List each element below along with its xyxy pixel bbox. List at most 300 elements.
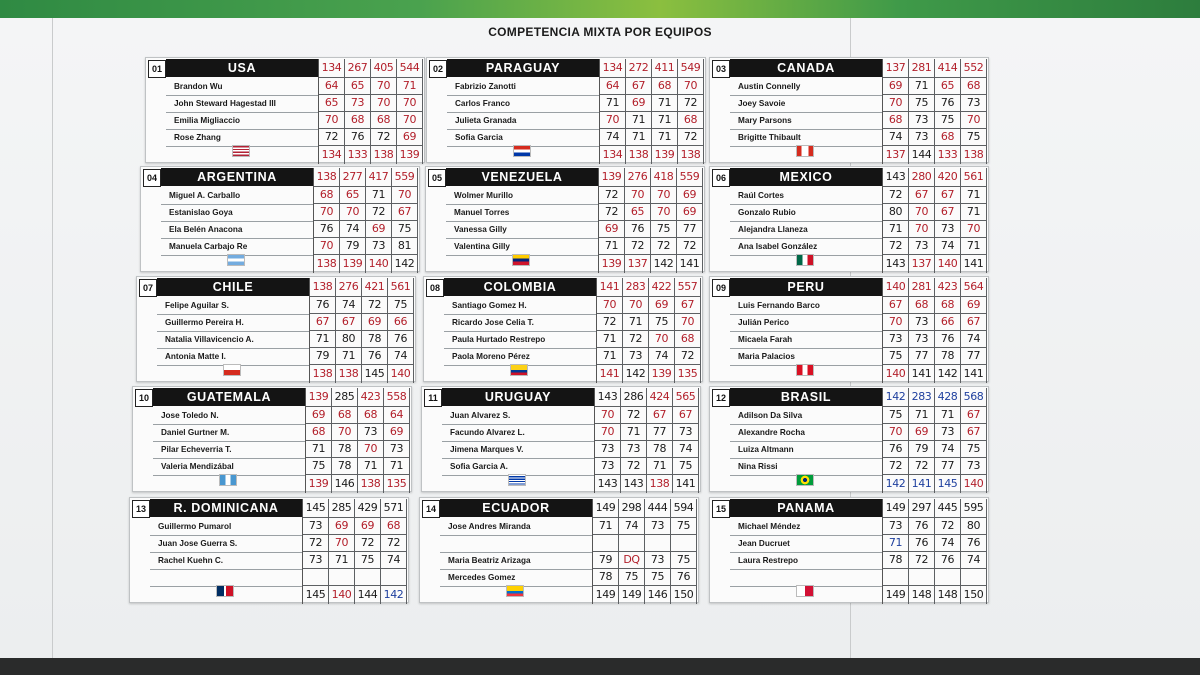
score-cell (671, 535, 697, 551)
score-cell: 71 (597, 331, 623, 347)
score-cell: 142 (883, 475, 909, 493)
score-cell: 148 (935, 586, 961, 604)
score-grid (598, 168, 703, 273)
score-cell: 141 (961, 365, 987, 383)
score-cell: 138 (310, 365, 336, 383)
player-score-row (310, 331, 414, 348)
cumulative-score-row (883, 388, 987, 407)
player-name: Maria Beatriz Arizaga (440, 553, 592, 570)
player-score-row (314, 187, 418, 204)
player-score-row (310, 348, 414, 365)
player-name: Sofia Garcia (447, 130, 599, 147)
score-cell: 67 (675, 297, 701, 313)
score-cell: 280 (909, 168, 935, 186)
score-cell: 81 (392, 238, 418, 254)
score-cell: 80 (961, 518, 987, 534)
score-cell: 67 (647, 407, 673, 423)
score-cell (645, 535, 671, 551)
score-cell: 145 (303, 586, 329, 604)
player-name: Paula Hurtado Restrepo (444, 332, 596, 349)
score-cell: 71 (961, 204, 987, 220)
team-country: ARGENTINA (161, 168, 313, 186)
score-cell: 138 (371, 146, 397, 164)
player-name: Ana Isabel González (730, 239, 882, 256)
player-name: Valeria Mendizábal (153, 459, 305, 476)
player-name: Alejandra Llaneza (730, 222, 882, 239)
score-cell: 140 (961, 475, 987, 493)
player-name: Emilia Migliaccio (166, 113, 318, 130)
team-country: COLOMBIA (444, 278, 596, 296)
daily-total-row (303, 586, 407, 604)
player-score-row (595, 424, 699, 441)
score-cell: 67 (961, 424, 987, 440)
team-number: 03 (712, 60, 730, 78)
team-card-paraguay (426, 57, 706, 163)
player-score-row (310, 314, 414, 331)
score-cell: 138 (647, 475, 673, 493)
score-cell (355, 569, 381, 585)
score-cell: 143 (595, 475, 621, 493)
score-cell (593, 535, 619, 551)
player-score-row (600, 78, 704, 95)
score-cell: 71 (366, 187, 392, 203)
daily-total-row (883, 586, 987, 604)
daily-total-row (883, 475, 987, 493)
player-score-row (597, 297, 701, 314)
team-card-venezuela (425, 166, 705, 272)
score-cell: 139 (649, 365, 675, 383)
score-cell: 76 (935, 331, 961, 347)
player-name: Laura Restrepo (730, 553, 882, 570)
score-cell: 72 (883, 458, 909, 474)
score-cell: 69 (649, 297, 675, 313)
score-cell: 67 (673, 407, 699, 423)
score-cell: 141 (597, 278, 623, 296)
player-name: Guillermo Pumarol (150, 519, 302, 536)
br-flag-icon (796, 474, 814, 486)
score-cell: 74 (673, 441, 699, 457)
score-cell: 139 (652, 146, 678, 164)
player-score-row (883, 238, 987, 255)
score-cell: 75 (671, 518, 697, 534)
score-cell: 70 (597, 297, 623, 313)
player-score-row (314, 204, 418, 221)
score-cell: 73 (623, 348, 649, 364)
score-cell: 144 (909, 146, 935, 164)
score-cell: 139 (599, 168, 625, 186)
score-cell: 143 (883, 168, 909, 186)
score-cell: 428 (935, 388, 961, 406)
daily-total-row (306, 475, 410, 493)
player-score-row (303, 535, 407, 552)
score-cell: 69 (677, 204, 703, 220)
score-grid (599, 59, 704, 164)
score-cell: 561 (388, 278, 414, 296)
score-cell: 70 (319, 112, 345, 128)
score-cell: 70 (371, 95, 397, 111)
team-number: 05 (428, 169, 446, 187)
us-flag-icon (232, 145, 250, 157)
score-cell: 74 (600, 129, 626, 145)
score-cell: 71 (306, 441, 332, 457)
score-cell: 138 (336, 365, 362, 383)
score-cell: 70 (651, 204, 677, 220)
ec-flag-icon (506, 585, 524, 597)
score-cell: 69 (961, 297, 987, 313)
ar-flag-icon (227, 254, 245, 266)
score-cell: 65 (340, 187, 366, 203)
player-list (447, 79, 599, 147)
cumulative-score-row (319, 59, 423, 78)
cl-flag-icon (223, 364, 241, 376)
score-cell: 75 (355, 552, 381, 568)
score-cell: 139 (306, 388, 332, 406)
team-number: 08 (426, 279, 444, 297)
score-cell: 68 (358, 407, 384, 423)
score-cell: 276 (336, 278, 362, 296)
player-name: Antonia Matte I. (157, 349, 309, 366)
score-cell: 138 (961, 146, 987, 164)
score-cell: 77 (961, 348, 987, 364)
score-cell: 65 (935, 78, 961, 94)
player-name: Mary Parsons (730, 113, 882, 130)
player-name: Wolmer Murillo (446, 188, 598, 205)
team-country: ECUADOR (440, 499, 592, 517)
score-cell: 70 (961, 221, 987, 237)
team-card-usa (145, 57, 425, 163)
score-grid (594, 388, 699, 493)
daily-total-row (883, 255, 987, 273)
cumulative-score-row (306, 388, 410, 407)
score-cell: 73 (345, 95, 371, 111)
player-score-row (600, 129, 704, 146)
score-cell (619, 535, 645, 551)
score-cell: 70 (600, 112, 626, 128)
score-cell: 68 (332, 407, 358, 423)
player-name: Micaela Farah (730, 332, 882, 349)
score-cell: 67 (336, 314, 362, 330)
player-score-row (883, 518, 987, 535)
score-cell: 69 (599, 221, 625, 237)
score-cell: 69 (909, 424, 935, 440)
player-name: Miguel A. Carballo (161, 188, 313, 205)
player-list (444, 298, 596, 366)
player-name: Ela Belén Anacona (161, 222, 313, 239)
score-cell (909, 569, 935, 585)
score-grid (313, 168, 418, 273)
player-name: Ricardo Jose Celia T. (444, 315, 596, 332)
score-cell: 423 (358, 388, 384, 406)
score-cell: 70 (678, 78, 704, 94)
score-cell: 70 (675, 314, 701, 330)
score-cell: 137 (909, 255, 935, 273)
player-name: Mercedes Gomez (440, 570, 592, 587)
player-score-row (883, 424, 987, 441)
score-cell: 73 (883, 331, 909, 347)
score-cell: 139 (306, 475, 332, 493)
player-score-row (303, 569, 407, 586)
score-cell: 72 (371, 129, 397, 145)
player-name: Rachel Kuehn C. (150, 553, 302, 570)
team-number: 04 (143, 169, 161, 187)
player-name (440, 536, 592, 553)
score-cell: 72 (381, 535, 407, 551)
player-score-row (883, 95, 987, 112)
score-cell: 72 (362, 297, 388, 313)
score-cell: 70 (909, 204, 935, 220)
player-score-row (314, 238, 418, 255)
player-name: Manuel Torres (446, 205, 598, 222)
player-score-row (883, 458, 987, 475)
player-list (730, 519, 882, 587)
team-number: 10 (135, 389, 153, 407)
score-cell: 73 (621, 441, 647, 457)
score-cell: 72 (625, 238, 651, 254)
player-score-row (303, 552, 407, 569)
score-cell: 68 (345, 112, 371, 128)
player-score-row (306, 441, 410, 458)
score-cell: 73 (909, 314, 935, 330)
score-cell: 76 (961, 535, 987, 551)
score-cell: 70 (651, 187, 677, 203)
score-cell: 71 (909, 407, 935, 423)
score-cell: 140 (883, 278, 909, 296)
score-grid (309, 278, 414, 383)
player-score-row (883, 129, 987, 146)
score-cell: 422 (649, 278, 675, 296)
player-name: Adilson Da Silva (730, 408, 882, 425)
score-cell: 70 (392, 187, 418, 203)
player-score-row (314, 221, 418, 238)
score-cell: 71 (597, 348, 623, 364)
cumulative-score-row (883, 59, 987, 78)
score-cell: 141 (961, 255, 987, 273)
score-cell: 70 (329, 535, 355, 551)
cumulative-score-row (303, 499, 407, 518)
score-cell: 74 (935, 535, 961, 551)
score-cell: 70 (883, 424, 909, 440)
team-country: URUGUAY (442, 388, 594, 406)
score-cell: 568 (961, 388, 987, 406)
pa-flag-icon (796, 585, 814, 597)
score-cell: 68 (675, 331, 701, 347)
team-card-guatemala (132, 386, 412, 492)
score-cell: 75 (645, 569, 671, 585)
score-cell: 150 (961, 586, 987, 604)
score-cell: 72 (319, 129, 345, 145)
score-cell: 69 (306, 407, 332, 423)
score-cell: 138 (310, 278, 336, 296)
score-cell: 74 (381, 552, 407, 568)
score-cell: 66 (935, 314, 961, 330)
score-cell: 559 (677, 168, 703, 186)
team-country: BRASIL (730, 388, 882, 406)
score-cell: 69 (883, 78, 909, 94)
player-score-row (593, 518, 697, 535)
score-cell: 559 (392, 168, 418, 186)
score-cell: 78 (332, 441, 358, 457)
score-grid (882, 168, 987, 273)
score-cell: 72 (677, 238, 703, 254)
cumulative-score-row (883, 499, 987, 518)
team-number: 01 (148, 60, 166, 78)
team-country: CANADA (730, 59, 882, 77)
team-card-argentina (140, 166, 420, 272)
score-cell: 77 (935, 458, 961, 474)
score-cell: 68 (909, 297, 935, 313)
score-cell: 72 (678, 129, 704, 145)
team-card-panama (709, 497, 989, 603)
score-cell: 71 (883, 221, 909, 237)
player-name: Guillermo Pereira H. (157, 315, 309, 332)
team-country: R. DOMINICANA (150, 499, 302, 517)
cumulative-score-row (883, 168, 987, 187)
score-cell: 75 (651, 221, 677, 237)
player-score-row (595, 441, 699, 458)
team-country: VENEZUELA (446, 168, 598, 186)
score-cell: 594 (671, 499, 697, 517)
score-grid (305, 388, 410, 493)
score-cell: 149 (593, 499, 619, 517)
score-cell: 141 (909, 365, 935, 383)
score-cell: 143 (621, 475, 647, 493)
score-cell: 68 (935, 297, 961, 313)
score-cell: 140 (388, 365, 414, 383)
score-cell: 68 (678, 112, 704, 128)
score-cell: 73 (303, 518, 329, 534)
score-cell: 149 (883, 586, 909, 604)
score-cell: 137 (625, 255, 651, 273)
score-cell: 143 (883, 255, 909, 273)
score-cell: 70 (595, 407, 621, 423)
score-cell: 72 (623, 331, 649, 347)
score-cell: 549 (678, 59, 704, 77)
score-cell: 69 (366, 221, 392, 237)
score-cell: 73 (909, 112, 935, 128)
score-cell: 145 (362, 365, 388, 383)
score-cell: 76 (935, 552, 961, 568)
score-cell: 142 (623, 365, 649, 383)
score-cell: 69 (329, 518, 355, 534)
score-cell: 557 (675, 278, 701, 296)
team-number: 11 (424, 389, 442, 407)
score-cell: 79 (909, 441, 935, 457)
score-cell: 133 (345, 146, 371, 164)
score-cell: 73 (935, 221, 961, 237)
score-cell: 64 (600, 78, 626, 94)
score-cell: 69 (355, 518, 381, 534)
score-cell: 281 (909, 278, 935, 296)
score-cell: DQ (619, 552, 645, 568)
score-cell: 283 (909, 388, 935, 406)
score-cell: 75 (883, 407, 909, 423)
mx-flag-icon (796, 254, 814, 266)
player-score-row (600, 112, 704, 129)
score-cell: 68 (381, 518, 407, 534)
player-name: Raúl Cortes (730, 188, 882, 205)
score-grid (302, 499, 407, 604)
score-cell: 71 (310, 331, 336, 347)
daily-total-row (310, 365, 414, 383)
score-cell: 141 (909, 475, 935, 493)
player-list (730, 188, 882, 256)
score-cell: 77 (909, 348, 935, 364)
player-name: Juan Jose Guerra S. (150, 536, 302, 553)
score-cell: 67 (961, 314, 987, 330)
score-cell: 71 (623, 314, 649, 330)
score-cell: 141 (677, 255, 703, 273)
score-cell: 71 (397, 78, 423, 94)
score-cell: 64 (319, 78, 345, 94)
score-grid (882, 499, 987, 604)
team-card-brasil (709, 386, 989, 492)
pe-flag-icon (796, 364, 814, 376)
ca-flag-icon (796, 145, 814, 157)
floor-strip (0, 658, 1200, 675)
score-cell: 445 (935, 499, 961, 517)
score-cell: 68 (652, 78, 678, 94)
score-cell: 429 (355, 499, 381, 517)
score-cell: 70 (909, 221, 935, 237)
player-score-row (883, 552, 987, 569)
player-list (440, 519, 592, 587)
score-cell: 78 (593, 569, 619, 585)
score-cell: 140 (883, 365, 909, 383)
player-score-row (306, 407, 410, 424)
score-cell: 73 (645, 552, 671, 568)
score-cell: 143 (595, 388, 621, 406)
cumulative-score-row (314, 168, 418, 187)
score-cell: 75 (883, 348, 909, 364)
player-name: John Steward Hagestad III (166, 96, 318, 113)
player-name: Carlos Franco (447, 96, 599, 113)
team-card-colombia (423, 276, 703, 382)
score-cell: 141 (673, 475, 699, 493)
score-cell: 138 (314, 168, 340, 186)
team-number: 13 (132, 500, 150, 518)
co-flag-icon (510, 364, 528, 376)
score-cell: 78 (647, 441, 673, 457)
score-cell: 75 (671, 552, 697, 568)
player-score-row (599, 221, 703, 238)
player-score-row (319, 129, 423, 146)
player-score-row (883, 407, 987, 424)
player-score-row (883, 112, 987, 129)
team-number: 14 (422, 500, 440, 518)
score-cell: 71 (647, 458, 673, 474)
team-country: PANAMA (730, 499, 882, 517)
score-cell: 74 (619, 518, 645, 534)
player-list (730, 408, 882, 476)
player-score-row (319, 112, 423, 129)
player-score-row (883, 314, 987, 331)
player-name: Felipe Aguilar S. (157, 298, 309, 315)
player-list (153, 408, 305, 476)
score-cell: 149 (883, 499, 909, 517)
daily-total-row (883, 365, 987, 383)
score-cell: 71 (329, 552, 355, 568)
score-cell: 74 (961, 552, 987, 568)
score-cell: 142 (883, 388, 909, 406)
score-cell: 138 (678, 146, 704, 164)
score-cell: 79 (310, 348, 336, 364)
score-cell: 69 (677, 187, 703, 203)
team-number: 06 (712, 169, 730, 187)
team-number: 15 (712, 500, 730, 518)
score-cell (381, 569, 407, 585)
score-cell: 66 (388, 314, 414, 330)
player-list (161, 188, 313, 256)
